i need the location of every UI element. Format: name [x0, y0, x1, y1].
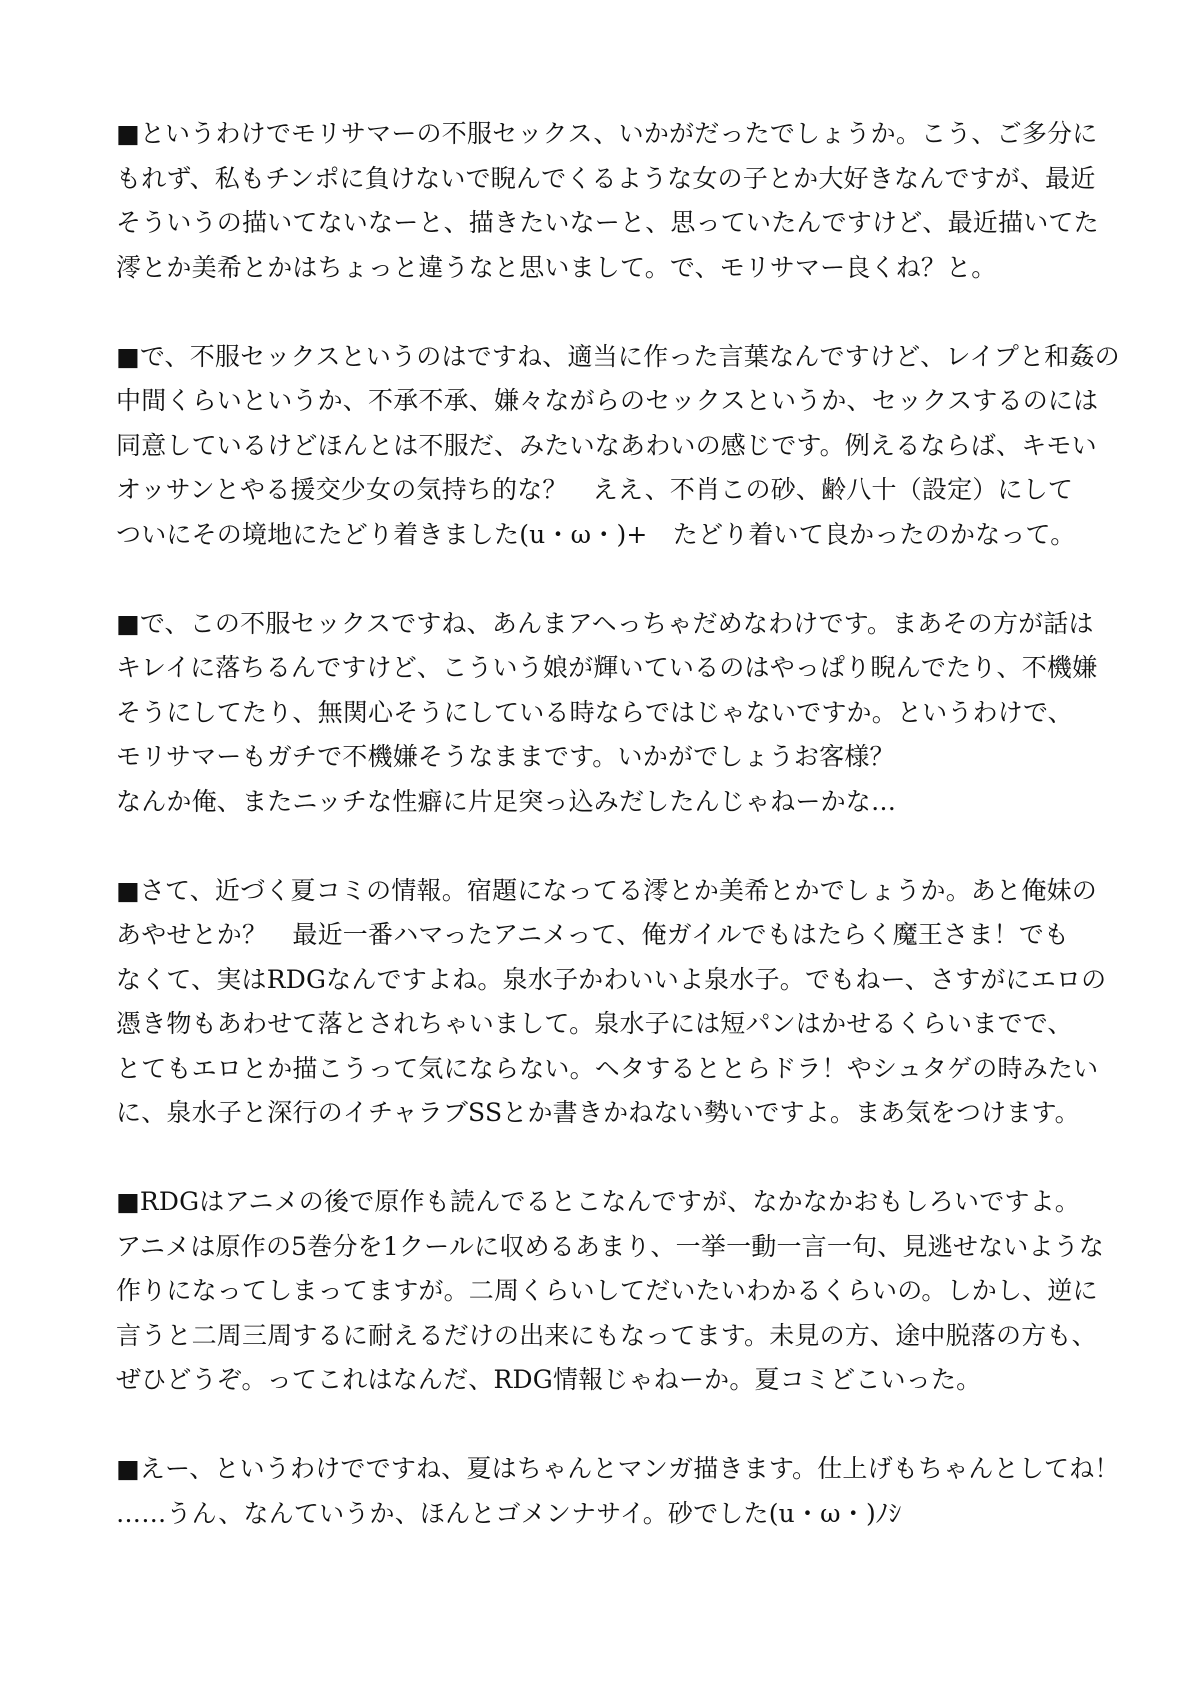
text-line: に、泉水子と深行のイチャラブSSとか書きかねない勢いですよ。まあ気をつけます。 [116, 1098, 1080, 1127]
paragraph-1 [116, 112, 1116, 290]
text-line: なくて、実はRDGなんですよね。泉水子かわいいよ泉水子。でもねー、さすがにエロの [116, 964, 1107, 994]
text-line: ■で、不服セックスというのはですね、適当に作った言葉なんですけど、レイプと和姦の [116, 341, 1120, 371]
text-line: 中間くらいというか、不承不承、嫌々ながらのセックスというか、セックスするのには [116, 386, 1099, 415]
paragraph-2 [116, 335, 1120, 558]
text-line: ■RDGはアニメの後で原作も読んでるとこなんですが、なかなかおもしろいですよ。 [116, 1187, 1081, 1216]
text-line: 澪とか美希とかはちょっと違うなと思いまして。で、モリサマー良くね？と。 [116, 252, 997, 282]
text-line: 同意しているけどほんとは不服だ、みたいなあわいの感じです。例えるならば、キモい [116, 430, 1097, 460]
text-line: 憑き物もあわせて落とされちゃいまして。泉水子には短パンはかせるくらいまでで、 [116, 1009, 1073, 1038]
text-line: もれず、私もチンポに負けないで睨んでくるような女の子とか大好きなんですが、最近 [116, 163, 1096, 193]
paragraph-5 [116, 1180, 1116, 1403]
text-line: とてもエロとか描こうって気にならない。ヘタするととらドラ！やシュタゲの時みたい [116, 1053, 1099, 1083]
paragraph-4 [116, 869, 1116, 1136]
text-line: アニメは原作の5巻分を1クールに収めるあまり、一挙一動一言一句、見逃せないような [116, 1231, 1105, 1261]
text-line: ついにその境地にたどり着きました(u・ω・)+ たどり着いて良かったのかなって。 [116, 519, 1076, 549]
text-line: 作りになってしまってますが。二周くらいしてだいたいわかるくらいの。しかし、逆に [116, 1276, 1098, 1305]
text-line: なんか俺、またニッチな性癖に片足突っ込みだしたんじゃねーかな… [116, 786, 897, 816]
text-line: そうにしてたり、無関心そうにしている時ならではじゃないですか。というわけで、 [116, 697, 1073, 727]
text-line: ■さて、近づく夏コミの情報。宿題になってる澪とか美希とかでしょうか。あと俺妹の [116, 875, 1097, 905]
text-line: ■というわけでモリサマーの不服セックス、いかがだったでしょうか。こう、ご多分に [116, 119, 1098, 148]
text-line: ■で、この不服セックスですね、あんまアヘっちゃだめなわけです。まあその方が話は [116, 608, 1094, 638]
text-line: ■えー、というわけでですね、夏はちゃんとマンガ描きます。仕上げもちゃんとしてね！ [116, 1454, 1120, 1483]
paragraph-6 [116, 1447, 1120, 1536]
text-line: ぜひどうぞ。ってこれはなんだ、RDG情報じゃねーか。夏コミどこいった。 [116, 1365, 982, 1394]
paragraph-3 [116, 602, 1116, 825]
afterword-text [116, 112, 1120, 1581]
text-line: モリサマーもガチで不機嫌そうなままです。いかがでしょうお客様？ [116, 742, 895, 771]
text-line: オッサンとやる援交少女の気持ち的な？ ええ、不肖この砂、齢八十（設定）にして [116, 475, 1074, 504]
text-line: そういうの描いてないなーと、描きたいなーと、思っていたんですけど、最近描いてた [116, 208, 1099, 237]
text-line: 言うと二周三周するに耐えるだけの出来にもなってます。未見の方、途中脱落の方も、 [116, 1320, 1097, 1350]
text-line: あやせとか？ 最近一番ハマったアニメって、俺ガイルでもはたらく魔王さま！でも [116, 920, 1070, 949]
text-line: ……うん、なんていうか、ほんとゴメンナサイ。砂でした(u・ω・)ﾉｼ [116, 1498, 902, 1528]
text-line: キレイに落ちるんですけど、こういう娘が輝いているのはやっぱり睨んでたり、不機嫌 [116, 653, 1098, 682]
